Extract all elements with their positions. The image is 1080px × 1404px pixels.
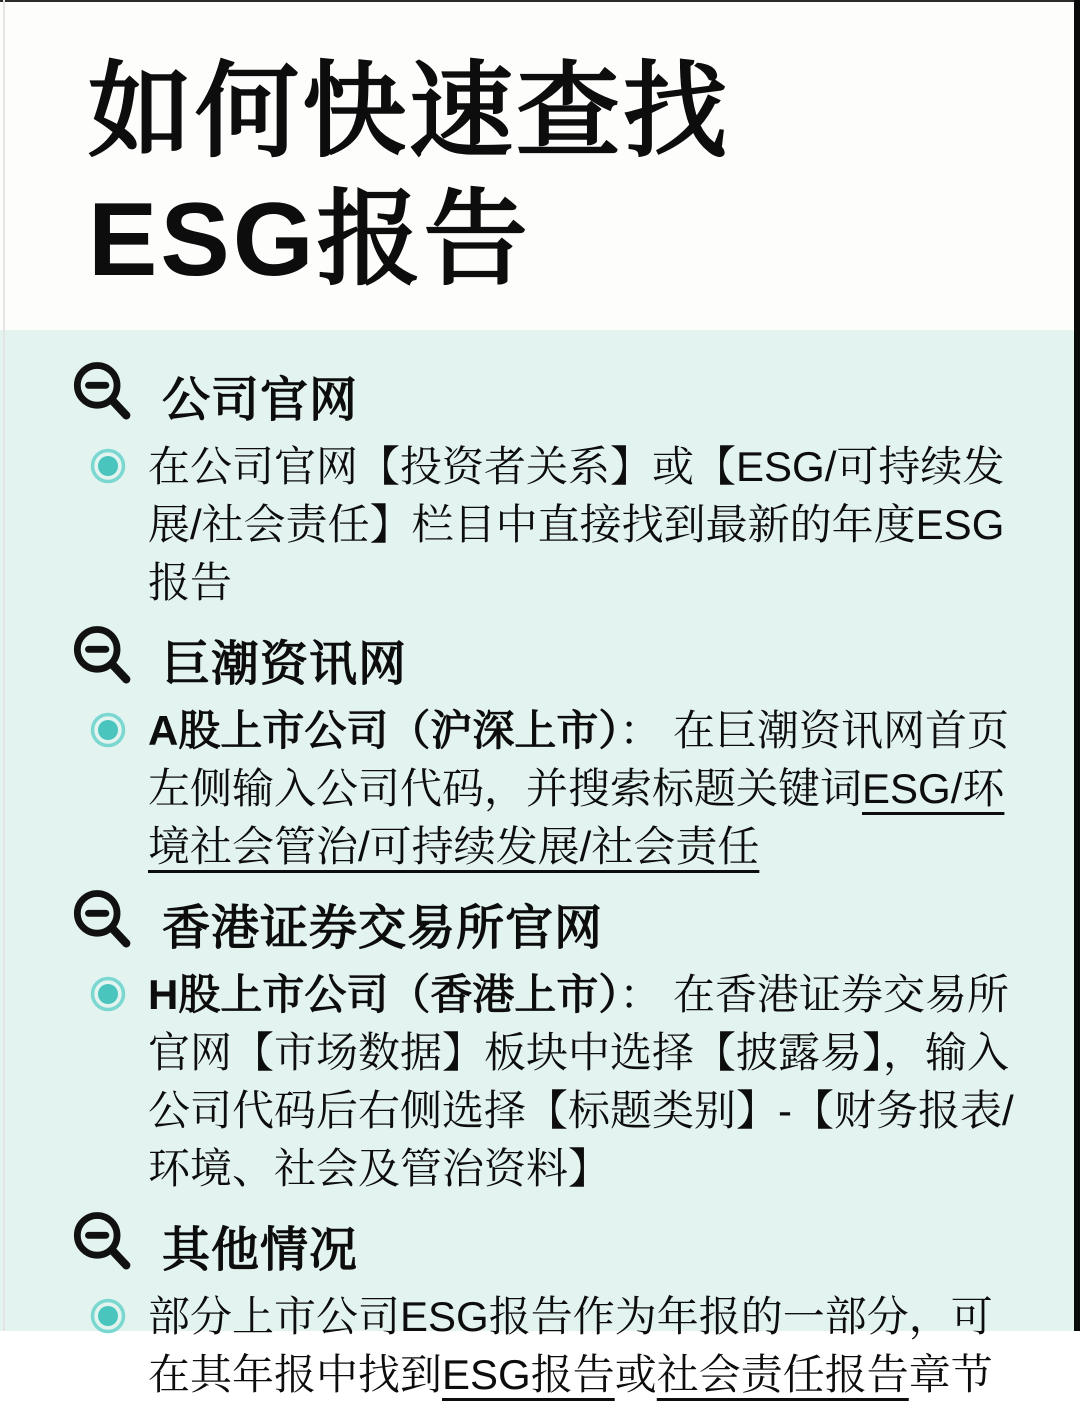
text-run-regular: 或 [614, 1351, 657, 1398]
text-run-regular: ： 在香港证券交易所官网【市场数据】板块中选择【披露易】，输入公司代码后右侧选择【标题类别】-【财务报表/环境、社会及管治资料】 [148, 971, 1014, 1192]
page-top-edge [0, 0, 1080, 2]
bullet-text [148, 438, 1016, 612]
text-run-underline: ESG报告 [442, 1351, 615, 1398]
content-area [0, 330, 1080, 1398]
text-run-regular: 部分上市公司ESG报告作为年报的一部分，可在其年报中找到 [148, 1293, 993, 1398]
page-left-edge [3, 0, 5, 1331]
text-run-bold: H股上市公司（香港上市） [148, 971, 620, 1018]
zoom-out-magnifier-icon [72, 1210, 134, 1280]
section-header [72, 624, 1016, 694]
bullet-item [72, 702, 1016, 876]
target-ring-icon [90, 448, 126, 484]
target-ring-icon [90, 976, 126, 1012]
bullet-item [72, 438, 1016, 612]
bullet-text [148, 702, 1016, 876]
zoom-out-magnifier-icon [72, 888, 134, 958]
text-run-regular: ： 在巨潮资讯网首页左侧输入公司代码，并搜索标题关键词 [148, 707, 1010, 812]
page-title-line1: 如何快速查找 [88, 54, 731, 170]
section-header [72, 360, 1016, 430]
text-run-underline: ESG/环境社会管治/可持续发展/社会责任 [148, 765, 1005, 870]
title-header [0, 0, 1080, 330]
section-header [72, 888, 1016, 958]
target-ring-icon [90, 1298, 126, 1334]
bullet-item [72, 966, 1016, 1198]
text-run-bold: A股上市公司（沪深上市） [148, 707, 620, 754]
section-heading: 其他情况 [162, 1223, 359, 1277]
bullet-text [148, 966, 1016, 1198]
page-right-edge [1074, 0, 1080, 1331]
section-heading: 香港证券交易所官网 [162, 901, 604, 955]
section-company-website [72, 360, 1016, 612]
zoom-out-magnifier-icon [72, 624, 134, 694]
section-heading: 公司官网 [162, 373, 359, 427]
target-ring-icon [90, 712, 126, 748]
bullet-text [148, 1288, 1016, 1404]
bullet-item [72, 1288, 1016, 1404]
section-hkex [72, 888, 1016, 1198]
text-run-regular: 在公司官网【投资者关系】或【ESG/可持续发展/社会责任】栏目中直接找到最新的年度ESG报告 [148, 443, 1005, 606]
page-title [88, 48, 1080, 304]
zoom-out-magnifier-icon [72, 360, 134, 430]
section-other-cases [72, 1210, 1016, 1404]
page-title-line2: ESG报告 [88, 182, 531, 298]
text-run-underline: 社会责任报告 [656, 1351, 909, 1398]
section-cninfo [72, 624, 1016, 876]
text-run-regular: 章节 [908, 1351, 993, 1398]
section-header [72, 1210, 1016, 1280]
section-heading: 巨潮资讯网 [162, 637, 408, 691]
